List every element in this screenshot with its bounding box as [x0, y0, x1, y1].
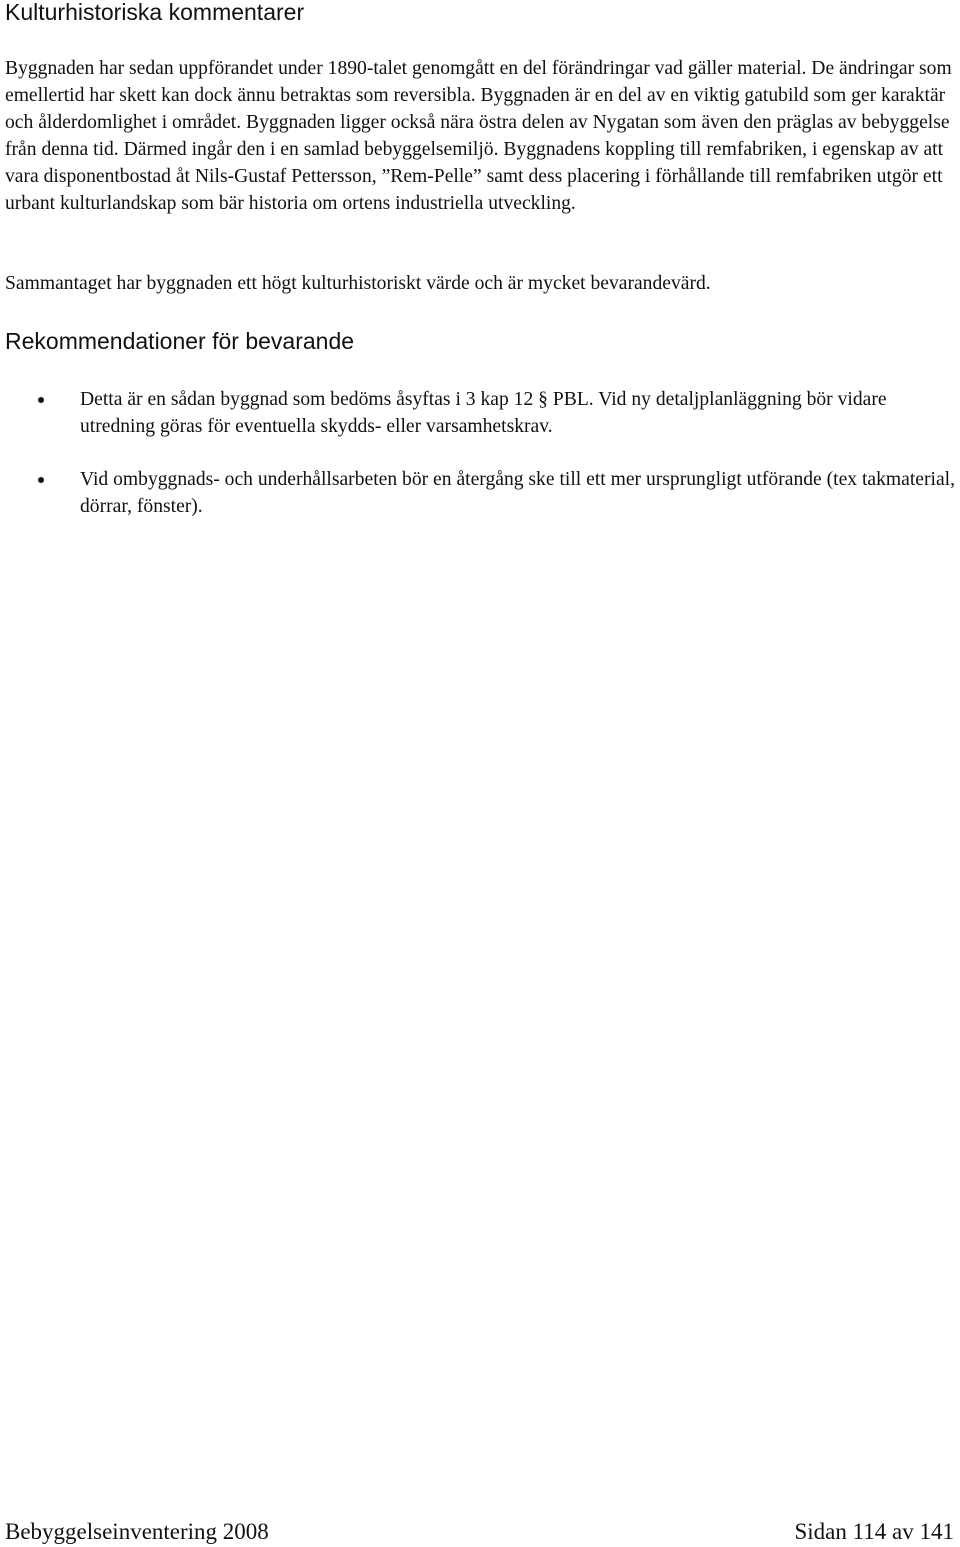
paragraph-sammantaget: Sammantaget har byggnaden ett högt kulturhistoriskt värde och är mycket bevarandevärd. [5, 273, 711, 294]
list-item [0, 466, 960, 520]
list-item-text: Vid ombyggnads- och underhållsarbeten bör en återgång ske till ett mer ursprungligt utförande (tex takmaterial, dörrar, fönster). [80, 469, 956, 517]
footer-document-title: Bebyggelseinventering 2008 [5, 1519, 269, 1544]
page-footer [5, 1518, 954, 1546]
section-heading-kulturhistoriska-kommentarer: Kulturhistoriska kommentarer [5, 0, 305, 25]
footer-page-number: Sidan 114 av 141 [794, 1519, 954, 1544]
bullet-icon [38, 397, 44, 403]
section-heading-rekommendationer: Rekommendationer för bevarande [5, 328, 355, 354]
list-item-text: Detta är en sådan byggnad som bedöms åsyftas i 3 kap 12 § PBL. Vid ny detaljplanläggning bör vidare utredning göras för eventuella skydds- eller varsamhetskrav. [80, 389, 887, 437]
list-item [0, 386, 960, 440]
recommendation-list [0, 386, 960, 546]
paragraph-kulturhistoria: Byggnaden har sedan uppförandet under 1890-talet genomgått en del förändringar vad gäller material. De ändringar som emellertid har skett kan dock ännu betraktas som reversibla. Byggnaden är en del av en viktig gatubild som ger karaktär och ålderdomlighet i området. Byggnaden ligger också nära östra delen av Nygatan som även den präglas av bebyggelse från denna tid. Därmed ingår den i en samlad bebyggelsemiljö. Byggnadens koppling till remfabriken, i egenskap av att vara disponentbostad åt Nils-Gustaf Pettersson, ”Rem-Pelle” samt dess placering i förhållande till remfabriken utgör ett urbant kulturlandskap som bär historia om ortens industriella utveckling. [5, 58, 952, 214]
bullet-icon [38, 477, 44, 483]
